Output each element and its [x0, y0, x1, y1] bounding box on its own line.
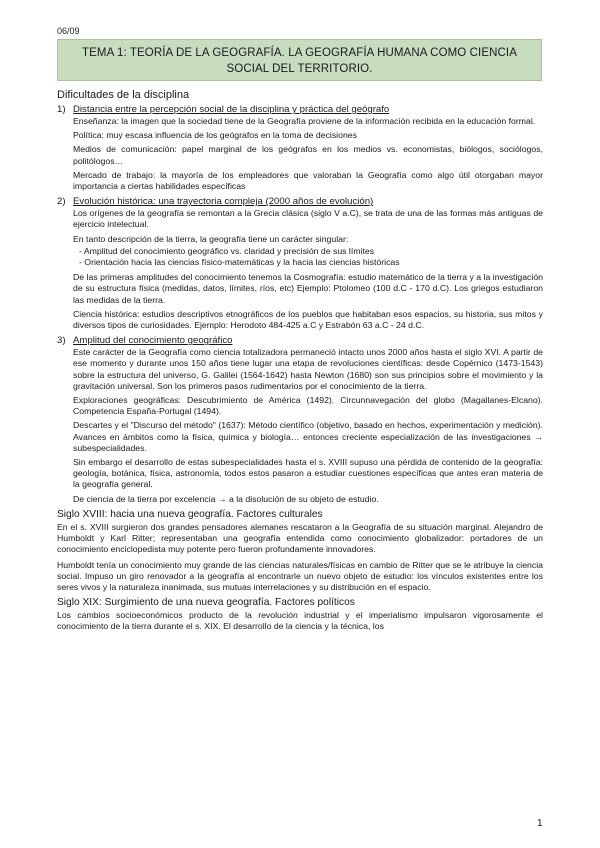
- section-3-title: Amplitud del conocimiento geográfico: [73, 335, 233, 347]
- section-1-heading: [57, 104, 543, 116]
- s1-paragraph-medios: Medios de comunicación: papel marginal de los geógrafos en los medios vs. economistas, biólogos, sociólogos, politólogos…: [73, 144, 543, 166]
- s1-paragraph-ensenanza: Enseñanza: la imagen que la sociedad tiene de la Geografía proviene de la información recibida en la educación formal.: [73, 116, 536, 126]
- s3-paragraph-disolucion: De ciencia de la tierra por excelencia → a la disolución de su objeto de estudio.: [73, 493, 379, 504]
- section-2-title: Evolución histórica: una trayectoria compleja (2000 años de evolución): [73, 196, 374, 208]
- siglo-xix-heading: Siglo XIX: Surgimiento de una nueva geografía. Factores políticos: [57, 597, 355, 609]
- title-banner: [57, 39, 542, 81]
- s1-paragraph-politica: Política: muy escasa influencia de los geógrafos en la toma de decisiones: [73, 130, 357, 141]
- siglo-xviii-heading: Siglo XVIII: hacia una nueva geografía. Factores culturales: [57, 508, 323, 520]
- section-1-number: 1): [57, 104, 66, 115]
- s2-bullet-amplitud: - Amplitud del conocimiento geográfico vs. claridad y precisión de sus límites: [79, 245, 375, 256]
- s3-paragraph-descartes: Descartes y el "Discurso del método" (1637): Método científico (objetivo, basado en hechos, experimentación y medición). Avances en ámbitos como la física, química y biología… entonces creciente especialización de las investigaciones → subespecialidades.: [73, 420, 543, 453]
- siglo-xviii-paragraph-2: Humboldt tenía un conocimiento muy grande de las ciencias naturales/físicas en cambio de Ritter que se le atribuye la ciencia social. Impuso un giro renovador a la geografía al encontrarle un nuevo objeto de estudio: los vínculos existentes entre los seres vivos y la naturaleza inanimada, sus mutuas interrelaciones y su distribución en el espacio.: [57, 559, 543, 592]
- s2-paragraph-cosmografia: De las primeras amplitudes del conocimiento tenemos la Cosmografía: estudio matemático de la tierra y a la investigación de su estructura física (medidas, datos, límites, ríos, etc) Ejemplo: Ptolomeo (100 d.C - 170 d.C). Los griegos estudiaron las medidas de la tierra.: [73, 272, 543, 305]
- section-2-heading: [57, 196, 543, 208]
- siglo-xviii-paragraph-1: En el s. XVIII surgieron dos grandes pensadores alemanes rescataron a la Geografía de su situación marginal. Alejandro de Humboldt y Karl Ritter; representaban una geografía entendida como conocimiento globalizador: portadores de un conocimiento enciclopedista muy potente pero fueron profundamente innovadores.: [57, 521, 543, 555]
- page-number: 1: [537, 818, 543, 829]
- s2-paragraph-origenes: Los orígenes de la geografía se remontan a la Grecia clásica (siglo V a.C), se trata de una de las formas más antiguas de ejercicio intelectual.: [73, 208, 543, 230]
- section-3-heading: [57, 335, 543, 347]
- s3-paragraph-totalizadora: Este carácter de la Geografía como ciencia totalizadora permaneció intacto unos 2000 años hasta el siglo XVI. A partir de ese momento y durante unos 150 años tiene lugar una etapa de revoluciones científicas: desde Copérnico (1473-1543) sobre la estructura del universo, G. Galilei (1564-1642) hasta Newton (1680) son sus principios sobre el movimiento y la gravitación universal. Son los primeros pasos rudimentarios por el conocimiento de la tierra.: [73, 347, 543, 391]
- s3-paragraph-exploraciones: Exploraciones geográficas: Descubrimiento de América (1492). Circunnavegación del globo (Magallanes-Elcano). Competencia España-Portugal (1494).: [73, 395, 543, 417]
- s3-paragraph-subespecialidades: Sin embargo el desarrollo de estas subespecialidades hasta el s. XVIII supuso una pérdida de contenido de la geografía: geología, botánica, física, astronomía, todos estos pasaron a estudiar cuestiones específicas que antes eran materia de la geografía general.: [73, 457, 543, 490]
- date-label: 06/09: [57, 26, 80, 36]
- s2-paragraph-descripcion: En tanto descripción de la tierra, la geografía tiene un carácter singular:: [73, 233, 349, 244]
- section-1-title: Distancia entre la percepción social de la disciplina y práctica del geógrafo: [73, 104, 390, 115]
- section-heading: Dificultades de la disciplina: [57, 89, 190, 101]
- s1-paragraph-mercado: Mercado de trabajo: la mayoría de los empleadores que valoraban la Geografía como algo útil otorgaban mayor importancia a ciertas habilidades específicas: [73, 169, 543, 192]
- title-line-2: SOCIAL DEL TERRITORIO.: [226, 63, 373, 75]
- document-body: [57, 89, 543, 637]
- s2-bullet-orientacion: - Orientación hacia las ciencias físico-matemáticas y la hacia las ciencias históricas: [79, 257, 400, 268]
- s2-paragraph-ciencia-historica: Ciencia histórica: estudios descriptivos etnográficos de los pueblos que habitaban esos espacios, su historia, sus mitos y diversos tipos de curiosidades. Ejemplo: Herodoto 484-425 a.C y Estrabón 63 a.C - 24 d.C.: [73, 308, 543, 331]
- section-2-number: 2): [57, 196, 66, 208]
- title-line-1: TEMA 1: TEORÍA DE LA GEOGRAFÍA. LA GEOGRAFÍA HUMANA COMO CIENCIA: [82, 47, 517, 59]
- section-3-number: 3): [57, 335, 66, 347]
- siglo-xix-paragraph-1: Los cambios socioeconómicos producto de la revolución industrial y el imperialismo impulsaron vigorosamente el conocimiento de la tierra durante el s. XIX. El desarrollo de la ciencia y la técnica, los: [57, 610, 543, 632]
- s2-bullet-list: [73, 246, 543, 268]
